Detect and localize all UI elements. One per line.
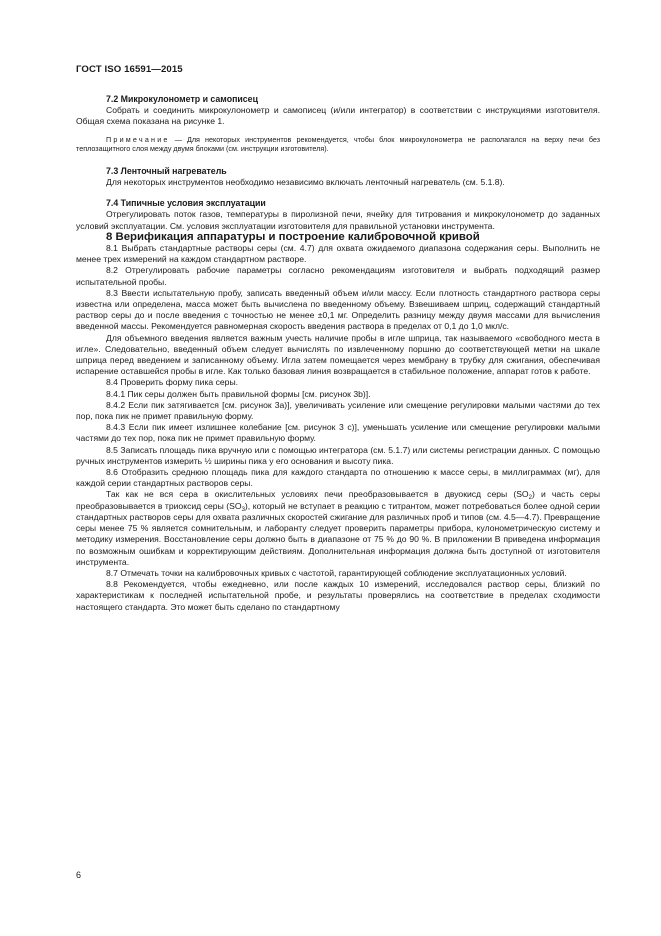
paragraph-8-6-continued: [76, 489, 600, 567]
text-part: ) и часть серы преобразовывается в триоксид серы (SO: [76, 489, 600, 511]
section-7-4-title: 7.4 Типичные условия эксплуатации: [106, 198, 266, 209]
section-7-3-title: 7.3 Ленточный нагреватель: [106, 165, 227, 176]
note-text: — Для некоторых инструментов рекомендуется, чтобы блок микрокулонометра не располагался на верху печи без теплозащитного слоя между двумя блоками (см. инструкции изготовителя).: [76, 134, 600, 154]
note-label: Примечание: [106, 134, 170, 144]
paragraph-8-4-2: 8.4.2 Если пик затягивается [см. рисунок 3a)], увеличивать усиление или смещение регулировки малыми частями до тех пор, пока пик не примет правильную форму.: [76, 399, 600, 422]
paragraph-8-7: 8.7 Отмечать точки на калибровочных кривых с частотой, гарантирующей соблюдение эксплуатационных условий.: [106, 567, 567, 578]
page-content: [76, 94, 600, 613]
paragraph-8-8: 8.8 Рекомендуется, чтобы ежедневно, или после каждых 10 измерений, исследовался раствор серы, близкий по характеристикам к последней испытательной пробе, и результаты проверялись на соответствие в пределах сходимости настоящего стандарта. Это может быть сделано по стандартному: [76, 579, 600, 612]
section-7-2-paragraph: Собрать и соединить микрокулонометр и самописец (и/или интегратор) в соответствии с инструкциями изготовителя. Общая схема показана на рисунке 1.: [76, 105, 600, 127]
section-7-2-title: 7.2 Микрокулонометр и самописец: [106, 94, 258, 104]
paragraph-8-1: 8.1 Выбрать стандартные растворы серы (см. 4.7) для охвата ожидаемого диапазона содержания серы. Выполнить не менее трех измерений на каждом стандартном растворе.: [76, 243, 600, 265]
paragraph-8-5: 8.5 Записать площадь пика вручную или с помощью интегратора (см. 5.1.7) или системы регистрации данных. С помощью ручных инструментов измерить ½ ширины пика у его основания и высоту пика.: [76, 444, 600, 466]
section-7-4-paragraph: Отрегулировать поток газов, температуры в пиролизной печи, ячейку для титрования и микрокулонометр до заданных условий эксплуатации. См. условия эксплуатации изготовителя для правильной установки инструмента.: [76, 209, 600, 231]
paragraph-8-3-continued: Для объемного введения является важным учесть наличие пробы в игле шприца, так называемого «свободного места в игле». Следовательно, введенный объем следует вычислять по извлеченному поршню до соответствующей метки на шкале шприца перед введением и записанному объему. Игла затем помещается через мембрану в трубку для сжигания, обеспечивая испарение оставшейся пробы в игле. Как только базовая линия возвращается в стабильное положение, аппарат готов к работе.: [76, 332, 600, 377]
page-number: 6: [76, 870, 82, 880]
paragraph-8-4-3: 8.4.3 Если пик имеет излишнее колебание [см. рисунок 3 c)], уменьшать усиление или смещение регулировки малыми частями до тех пор, пока пик не примет правильную форму.: [76, 422, 600, 444]
subscript: 3: [241, 506, 245, 513]
text-part: Так как не вся сера в окислительных условиях печи преобразовывается в двуокисд серы (SO: [106, 489, 529, 500]
paragraph-8-4: 8.4 Проверить форму пика серы.: [106, 377, 239, 388]
section-7-2-note: [76, 135, 600, 154]
paragraph-8-6: 8.6 Отобразить среднюю площадь пика для каждого стандарта по отношению к массе серы, в миллиграммах (мг), для каждой серии стандартных растворов серы.: [76, 467, 600, 489]
paragraph-8-2: 8.2 Отрегулировать рабочие параметры согласно рекомендациям изготовителя и выбрать подходящий размер испытательной пробы.: [76, 265, 600, 287]
standard-header: ГОСТ ISO 16591—2015: [76, 64, 183, 75]
text-part: ), который не вступает в реакцию с титрантом, может потребоваться более одной серии стандартных растворов серы для охвата различных скоростей сжигание для различных проб и типов (см. 4.5—4.7). Превращение серы менее 75 % является сомнительным, и лаборанту следует проверить параметры прибора, кулонометрическую систему и методику измерения. Восстановление серы должно быть в диапазоне от 75 % до 90 %. В приложении В приведена информация по возможным ошибкам и корректирующим действиям. Дополнительная информация должна быть доступной от изготовителя инструмента.: [76, 500, 600, 567]
section-8-title: 8 Верификация аппаратуры и построение калибровочной кривой: [106, 230, 480, 243]
subscript: 2: [528, 495, 532, 502]
paragraph-8-3: 8.3 Ввести испытательную пробу, записать введенный объем и/или массу. Если плотность стандартного раствора серы известна или определена, масса может быть вычислена по введенному объему. Взвешиваем шприц, содержащий стандартный раствор серы до и после введения с точностью не менее ±0,1 мг. Определить разницу между двумя массами для вычисления введенной массы. Рекомендуется равномерная скорость введения раствора в пределах от 0,1 до 1,0 мкл/с.: [76, 287, 600, 332]
paragraph-8-4-1: 8.4.1 Пик серы должен быть правильной формы [см. рисунок 3b)].: [106, 388, 371, 399]
section-7-3-paragraph: Для некоторых инструментов необходимо независимо включать ленточный нагреватель (см. 5.1.8).: [106, 177, 505, 187]
